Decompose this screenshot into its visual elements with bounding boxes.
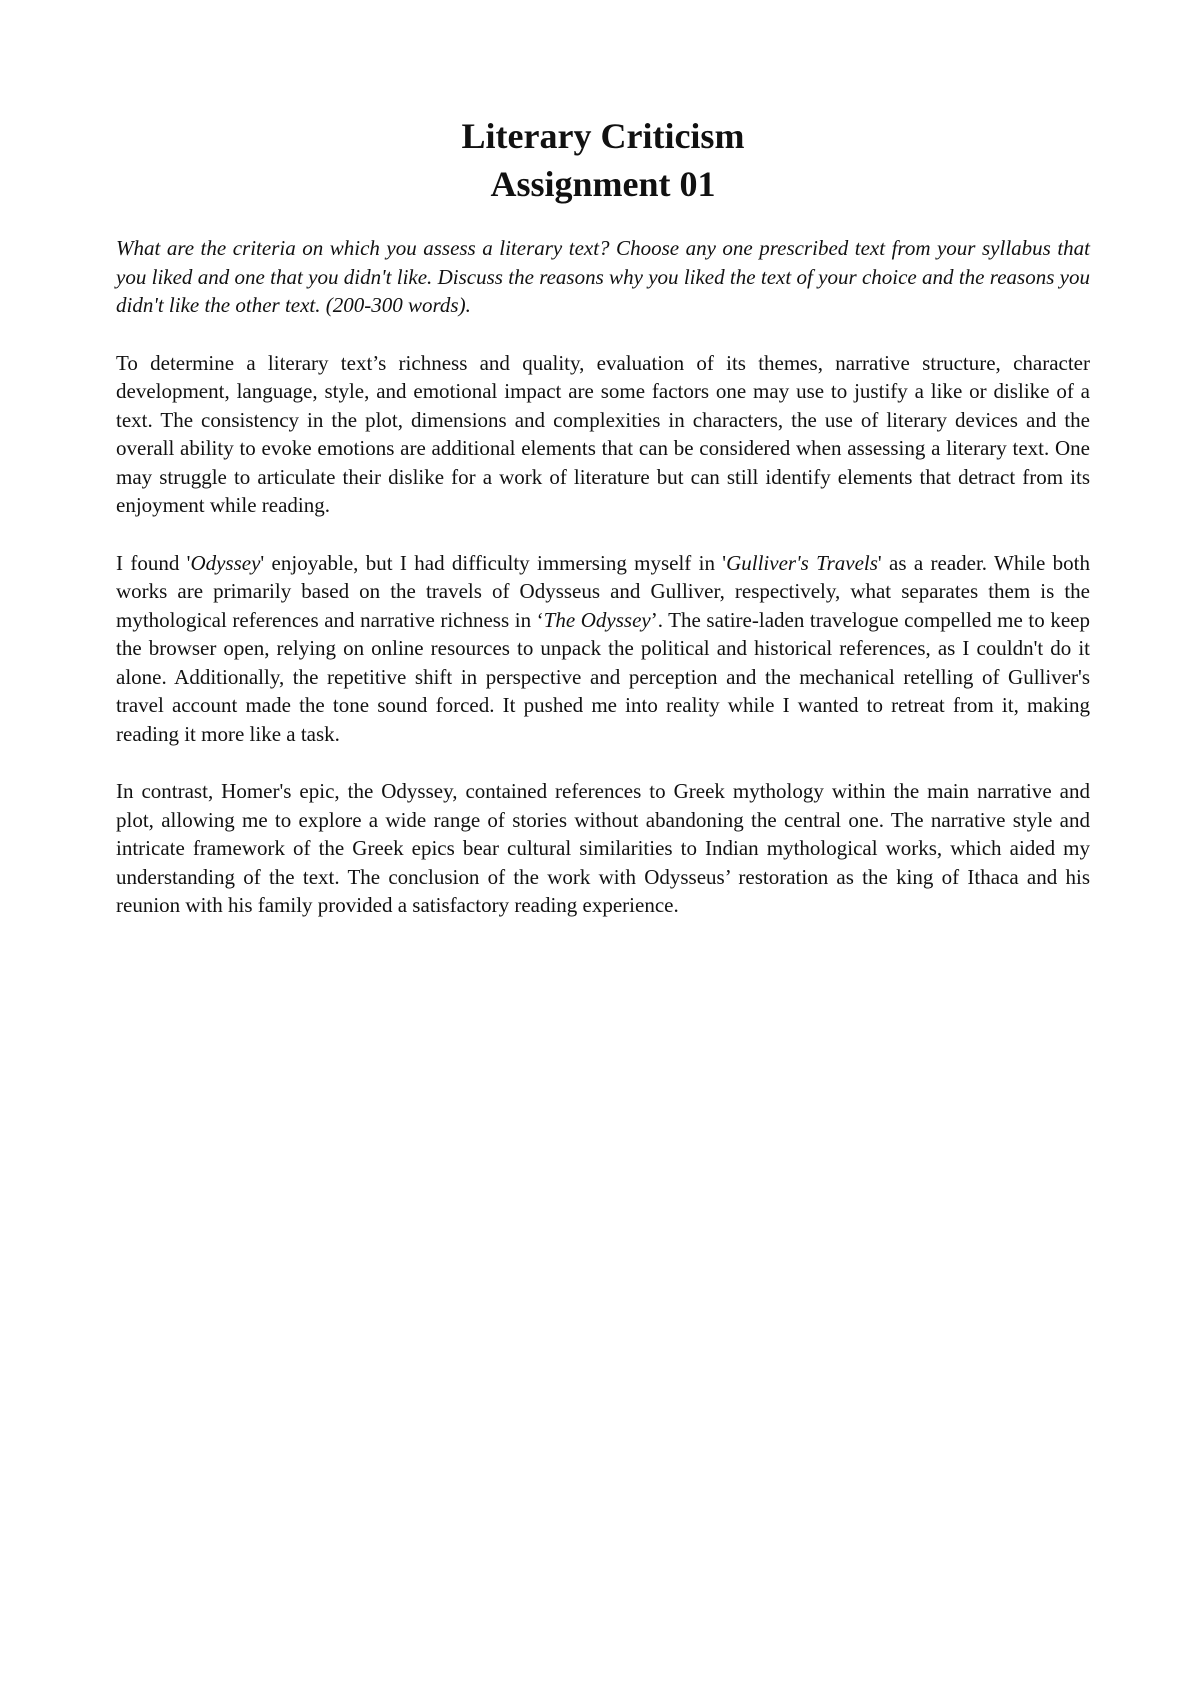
book-title-odyssey: Odyssey	[190, 550, 261, 575]
book-title-the-odyssey: The Odyssey	[543, 607, 651, 632]
assignment-prompt: What are the criteria on which you assess a literary text? Choose any one prescribed text from your syllabus that you liked and one that you didn't like. Discuss the reasons why you liked the text of your choice and the reasons you didn't like the other text. (200-300 words).	[116, 236, 1090, 317]
document-page	[116, 112, 1090, 949]
paragraph-comparison	[116, 549, 1090, 749]
paragraph-criteria: To determine a literary text’s richness and quality, evaluation of its themes, narrative structure, character development, language, style, and emotional impact are some factors one may use to justify a like or dislike of a text. The consistency in the plot, dimensions and complexities in characters, the use of literary devices and the overall ability to evoke emotions are additional elements that can be considered when assessing a literary text. One may struggle to articulate their dislike for a work of literature but can still identify elements that detract from its enjoyment while reading.	[116, 350, 1090, 517]
title-line-1: Literary Criticism	[461, 116, 745, 156]
document-title	[116, 112, 1090, 208]
text-run: ' enjoyable, but I had difficulty immersing myself in '	[260, 550, 727, 575]
text-run: ’. The satire-laden travelogue compelled me to keep the browser open, relying on online resources to unpack the political and historical references, as I couldn't do it alone. Additionally, the repetitive shift in perspective and perception and the mechanical retelling of Gulliver's travel account made the tone sound forced. It pushed me into reality while I wanted to retreat from it, making reading it more like a task.	[116, 607, 1090, 746]
book-title-gullivers-travels: Gulliver's Travels	[726, 550, 878, 575]
text-run: I found '	[116, 550, 191, 575]
paragraph-contrast: In contrast, Homer's epic, the Odyssey, contained references to Greek mythology within the main narrative and plot, allowing me to explore a wide range of stories without abandoning the central one. The narrative style and intricate framework of the Greek epics bear cultural similarities to Indian mythological works, which aided my understanding of the text. The conclusion of the work with Odysseus’ restoration as the king of Ithaca and his reunion with his family provided a satisfactory reading experience.	[116, 779, 1090, 917]
text-run: ' as a reader. While both works are primarily based on the travels of Odysseus and Gulliver, respectively, what separates them is the mythological references and narrative richness in ‘	[116, 550, 1090, 632]
title-line-2: Assignment 01	[490, 164, 716, 204]
